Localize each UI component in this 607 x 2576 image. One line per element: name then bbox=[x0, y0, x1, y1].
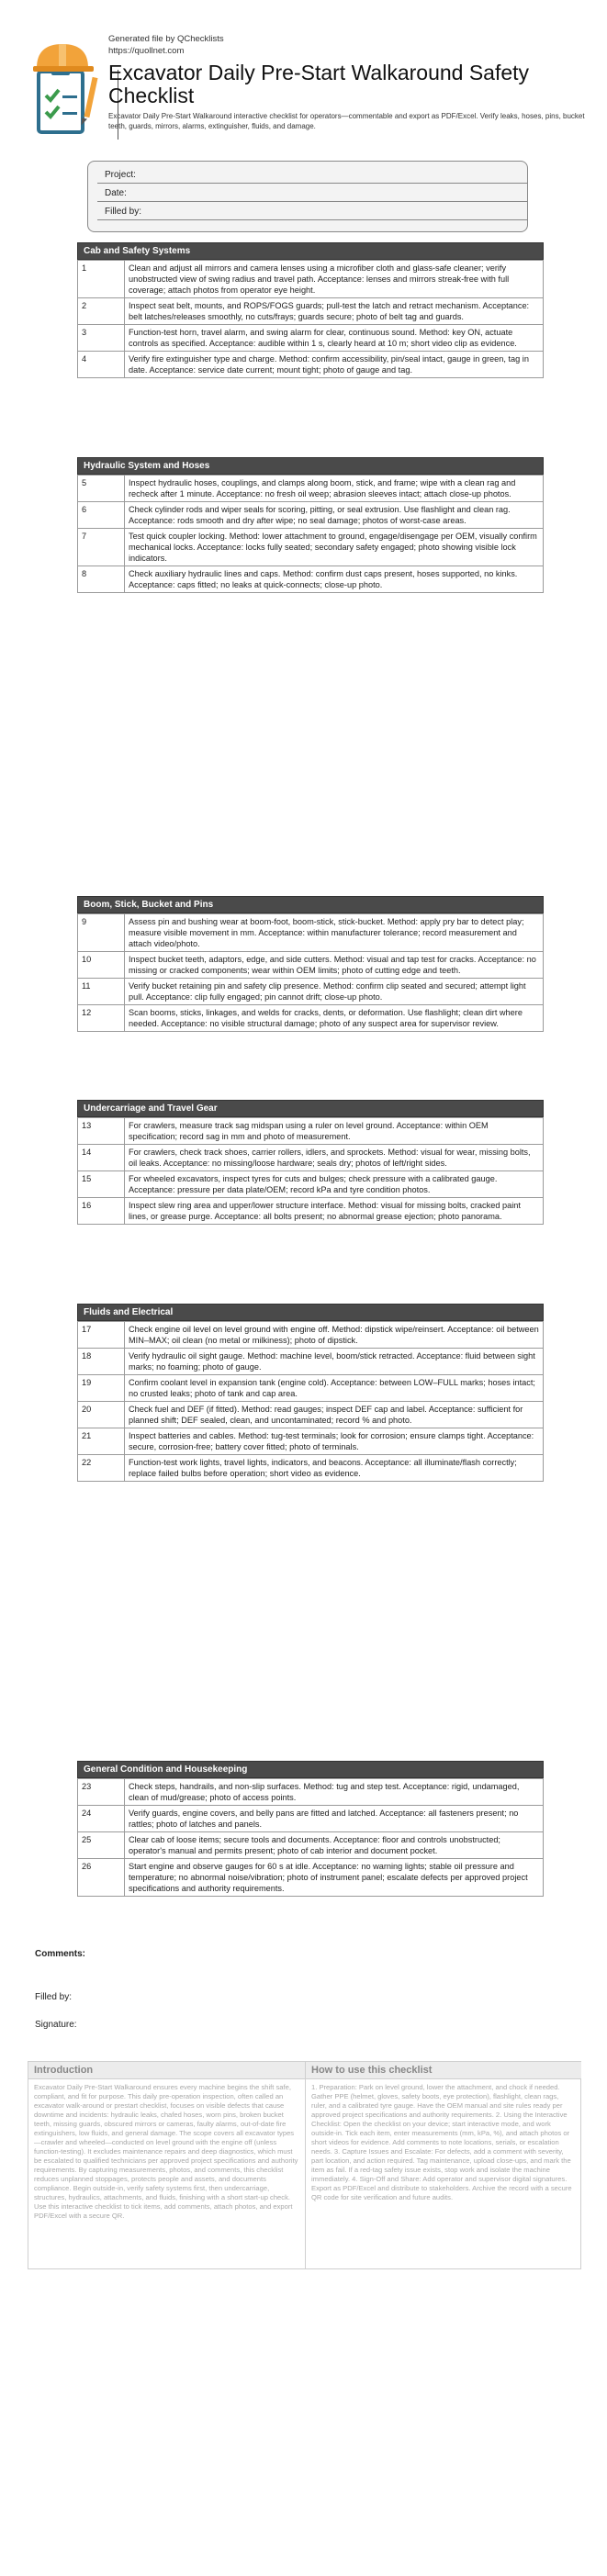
how-to-text: 1. Preparation: Park on level ground, lower the attachment, and chock if needed. Gather PPE (helmet, gloves, safety boots, eye protection), flashlight, clean rags, ruler, and a calibrated tyre gauge. Have the OEM manual and site rules ready per approved project specifications and authority requirements. 2. Using the Interactive Checklist: Open the checklist on your device; start interactive mode, and work outside-in. Tick each item, enter measurements (mm, kPa, %), and attach photos or short videos for evidence. Add comments to note locations, serials, or escalation needs. 3. Capture Issues and Escalate: For defects, add a comment with severity, part location, and action required. Tag maintenance, upload close-ups, and mark the item as fail. If a red-tag safety issue exists, stop work and isolate the machine immediately. 4. Sign-Off and Share: Add operator and supervisor digital signatures. Export as PDF/Excel and distribute to stakeholders. Archive the record with a secure QR code for site verification and future audits. bbox=[311, 2083, 572, 2201]
project-info-box bbox=[87, 161, 528, 232]
item-number: 14 bbox=[78, 1145, 125, 1171]
table-row[interactable] bbox=[78, 1322, 544, 1349]
item-number: 21 bbox=[78, 1428, 125, 1455]
introduction-title: Introduction bbox=[28, 2062, 305, 2079]
section-fluids-electrical bbox=[77, 1304, 544, 1482]
item-text: Verify fire extinguisher type and charge. Method: confirm accessibility, pin/seal intact, gauge in green, tag in date. Acceptance: service date current; mount tight; photo of gauge and tag. bbox=[125, 352, 544, 378]
item-text: Verify hydraulic oil sight gauge. Method: machine level, boom/stick retracted. Acceptance: fluid between sight marks; no foaming; photo of gauge. bbox=[125, 1349, 544, 1375]
item-number: 1 bbox=[78, 261, 125, 298]
item-number: 15 bbox=[78, 1171, 125, 1198]
item-number: 10 bbox=[78, 952, 125, 979]
item-text: Check engine oil level on level ground with engine off. Method: dipstick wipe/reinsert. Acceptance: oil between MIN–MAX; oil clean (no metal or milkiness); photo of dipstick. bbox=[125, 1322, 544, 1349]
item-number: 3 bbox=[78, 325, 125, 352]
hardhat-clipboard-logo bbox=[31, 40, 108, 141]
generated-by: Generated file by QChecklists bbox=[108, 34, 224, 44]
table-row[interactable] bbox=[78, 1145, 544, 1171]
table-row[interactable] bbox=[78, 1455, 544, 1482]
item-number: 25 bbox=[78, 1832, 125, 1859]
page-title: Excavator Daily Pre-Start Walkaround Safety Checklist bbox=[108, 61, 530, 107]
item-text: Start engine and observe gauges for 60 s at idle. Acceptance: no warning lights; stable oil pressure and temperature; no abnormal noise/vibration; photo of instrument panel; escalate defects per approved project specifications and authority requirements. bbox=[125, 1859, 544, 1897]
info-panels bbox=[28, 2061, 581, 2269]
item-number: 23 bbox=[78, 1779, 125, 1806]
header bbox=[26, 33, 586, 143]
item-number: 13 bbox=[78, 1118, 125, 1145]
item-text: For crawlers, check track shoes, carrier rollers, idlers, and sprockets. Method: visual for wear, missing bolts, oil leaks. Acceptance: no missing/loose hardware; seals dry; photos of left/right sides. bbox=[125, 1145, 544, 1171]
item-text: Check steps, handrails, and non-slip surfaces. Method: tug and step test. Acceptance: rigid, undamaged, clean of mud/grease; photo of access points. bbox=[125, 1779, 544, 1806]
section-title: Fluids and Electrical bbox=[77, 1304, 544, 1321]
table-row[interactable] bbox=[78, 1859, 544, 1897]
date-field[interactable]: Date: bbox=[97, 185, 527, 202]
table-row[interactable] bbox=[78, 1375, 544, 1402]
table-row[interactable] bbox=[78, 325, 544, 352]
table-row[interactable] bbox=[78, 1428, 544, 1455]
item-text: Assess pin and bushing wear at boom-foot, boom-stick, stick-bucket. Method: apply pry bar to detect play; measure visible movement in mm. Acceptance: within manufacturer tolerance; record measurement and attach video/photo. bbox=[125, 914, 544, 952]
item-text: Inspect seat belt, mounts, and ROPS/FOGS guards; pull-test the latch and retract mechanism. Acceptance: belt latches/releases smoothly, no cuts/frays; guards secure; photo of belt tag and guards. bbox=[125, 298, 544, 325]
checklist-table bbox=[77, 260, 544, 378]
item-text: Scan booms, sticks, linkages, and welds for cracks, dents, or deformation. Use flashlight; clean dirt where needed. Acceptance: no visible structural damage; photo of any suspect area for supervisor review. bbox=[125, 1005, 544, 1032]
table-row[interactable] bbox=[78, 529, 544, 566]
item-text: Confirm coolant level in expansion tank (engine cold). Acceptance: between LOW–FULL marks; hoses intact; no crusted leaks; photo of tank and cap area. bbox=[125, 1375, 544, 1402]
table-row[interactable] bbox=[78, 1171, 544, 1198]
item-number: 2 bbox=[78, 298, 125, 325]
item-text: Check fuel and DEF (if fitted). Method: read gauges; inspect DEF cap and label. Acceptance: sufficient for planned shift; DEF sealed, clean, and uncontaminated; record % and photo. bbox=[125, 1402, 544, 1428]
item-text: Test quick coupler locking. Method: lower attachment to ground, engage/disengage per OEM, visually confirm mechanical locks. Acceptance: locks fully seated; secondary safety engaged; photo showing visible lock indicators. bbox=[125, 529, 544, 566]
section-title: Undercarriage and Travel Gear bbox=[77, 1100, 544, 1117]
table-row[interactable] bbox=[78, 298, 544, 325]
item-text: Inspect slew ring area and upper/lower structure interface. Method: visual for missing bolts, cracked paint lines, or grease purge. Acceptance: all bolts present; no abnormal grease ejection; photo panorama. bbox=[125, 1198, 544, 1225]
header-text bbox=[108, 33, 586, 131]
table-row[interactable] bbox=[78, 1118, 544, 1145]
item-text: Check auxiliary hydraulic lines and caps. Method: confirm dust caps present, hoses supported, no kinks. Acceptance: caps fitted; no leaks at quick-connects; close-up photo. bbox=[125, 566, 544, 593]
item-text: Function-test work lights, travel lights, indicators, and beacons. Acceptance: all illuminate/flash correctly; replace failed bulbs before operation; short video as evidence. bbox=[125, 1455, 544, 1482]
item-number: 17 bbox=[78, 1322, 125, 1349]
item-number: 16 bbox=[78, 1198, 125, 1225]
table-row[interactable] bbox=[78, 1198, 544, 1225]
checklist-table bbox=[77, 475, 544, 593]
item-text: Clear cab of loose items; secure tools and documents. Acceptance: floor and controls unobstructed; operator's manual and permits present; photo of cab interior and document pocket. bbox=[125, 1832, 544, 1859]
item-number: 11 bbox=[78, 979, 125, 1005]
checklist-table bbox=[77, 913, 544, 1032]
item-text: Verify bucket retaining pin and safety clip presence. Method: confirm clip seated and secured; attempt light pull. Acceptance: clip fully engaged; pin cannot drift; close-up photo. bbox=[125, 979, 544, 1005]
table-row[interactable] bbox=[78, 1402, 544, 1428]
item-text: Inspect bucket teeth, adaptors, edge, and side cutters. Method: visual and tap test for cracks. Acceptance: no missing or cracked components; wear within OEM limits; photo of cutting edge and teeth. bbox=[125, 952, 544, 979]
section-title: Cab and Safety Systems bbox=[77, 242, 544, 260]
how-to-title: How to use this checklist bbox=[306, 2062, 581, 2079]
table-row[interactable] bbox=[78, 352, 544, 378]
project-field[interactable]: Project: bbox=[97, 167, 527, 184]
how-to-panel bbox=[305, 2062, 581, 2268]
source-url[interactable]: https://quollnet.com bbox=[108, 46, 185, 56]
item-number: 7 bbox=[78, 529, 125, 566]
section-undercarriage bbox=[77, 1100, 544, 1225]
footer-filled-by-label: Filled by: bbox=[35, 1992, 73, 2002]
item-text: Inspect hydraulic hoses, couplings, and clamps along boom, stick, and frame; wipe with a clean rag and recheck after 1 minute. Acceptance: no fresh oil weep; abrasion sleeves intact; attach close-up photos. bbox=[125, 476, 544, 502]
item-number: 20 bbox=[78, 1402, 125, 1428]
table-row[interactable] bbox=[78, 1349, 544, 1375]
item-number: 24 bbox=[78, 1806, 125, 1832]
section-cab-safety bbox=[77, 242, 544, 378]
table-row[interactable] bbox=[78, 914, 544, 952]
table-row[interactable] bbox=[78, 1806, 544, 1832]
table-row[interactable] bbox=[78, 1832, 544, 1859]
introduction-panel bbox=[28, 2062, 305, 2268]
item-number: 19 bbox=[78, 1375, 125, 1402]
item-number: 12 bbox=[78, 1005, 125, 1032]
item-number: 26 bbox=[78, 1859, 125, 1897]
item-text: Function-test horn, travel alarm, and swing alarm for clear, continuous sound. Method: key ON, actuate controls as specified. Acceptance: audible within 1 s, clearly heard at 10 m; short video clip as evidence. bbox=[125, 325, 544, 352]
checklist-table bbox=[77, 1778, 544, 1897]
table-row[interactable] bbox=[78, 979, 544, 1005]
signature-label: Signature: bbox=[35, 2020, 77, 2030]
checklist-table bbox=[77, 1321, 544, 1482]
item-text: Clean and adjust all mirrors and camera lenses using a microfiber cloth and glass-safe cleaner; verify unobstructed view of swing radius and travel path. Acceptance: lenses and mirrors streak-free with full coverage; attach photos from operator eye height. bbox=[125, 261, 544, 298]
item-number: 9 bbox=[78, 914, 125, 952]
section-title: Boom, Stick, Bucket and Pins bbox=[77, 896, 544, 913]
filled-by-field[interactable]: Filled by: bbox=[97, 204, 527, 220]
item-text: For crawlers, measure track sag midspan using a ruler on level ground. Acceptance: within OEM specification; record sag in mm and photo of measurement. bbox=[125, 1118, 544, 1145]
item-text: For wheeled excavators, inspect tyres for cuts and bulges; check pressure with a calibrated gauge. Acceptance: pressure per data plate/OEM; record kPa and tyre condition photos. bbox=[125, 1171, 544, 1198]
item-number: 4 bbox=[78, 352, 125, 378]
table-row[interactable] bbox=[78, 566, 544, 593]
section-title: Hydraulic System and Hoses bbox=[77, 457, 544, 475]
item-number: 6 bbox=[78, 502, 125, 529]
introduction-text: Excavator Daily Pre-Start Walkaround ensures every machine begins the shift safe, compliant, and fit for purpose. This daily pre-operation inspection, often called an excavator walk-around or prestart checklist, focuses on visible defects that cause downtime and incidents: hydraulic leaks, chafed hoses, worn pins, broken bucket teeth, missing guards, obscured mirrors or cameras, faulty alarms, out-of-date fire extinguishers, low fluids, and general damage. The scope covers all excavator types—crawler and wheeled—conducted on level ground with the engine off (unless function-testing). It excludes maintenance repairs and deep diagnostics, which must be escalated to qualified technicians per approved project specifications and authority requirements. By capturing measurements, photos, and comments, this checklist reduces unplanned stoppages, protects people and assets, and documents compliance. Begin outside-in, verify safety systems first, then undercarriage, structures, hydraulics, attachments, and fluids, finishing with a short start-up check. Use this interactive checklist to tick items, add comments, attach photos, and export PDF/Excel with a secure QR. bbox=[34, 2083, 298, 2220]
table-row[interactable] bbox=[78, 952, 544, 979]
item-number: 18 bbox=[78, 1349, 125, 1375]
section-general-housekeeping bbox=[77, 1761, 544, 1897]
item-number: 22 bbox=[78, 1455, 125, 1482]
section-title: General Condition and Housekeeping bbox=[77, 1761, 544, 1778]
table-row[interactable] bbox=[78, 502, 544, 529]
item-text: Verify guards, engine covers, and belly pans are fitted and latched. Acceptance: all fasteners present; no rattles; photo of latches and panels. bbox=[125, 1806, 544, 1832]
section-hydraulics bbox=[77, 457, 544, 593]
item-number: 5 bbox=[78, 476, 125, 502]
checklist-table bbox=[77, 1117, 544, 1225]
table-row[interactable] bbox=[78, 261, 544, 298]
table-row[interactable] bbox=[78, 1779, 544, 1806]
item-number: 8 bbox=[78, 566, 125, 593]
table-row[interactable] bbox=[78, 1005, 544, 1032]
item-text: Check cylinder rods and wiper seals for scoring, pitting, or seal extrusion. Use flashlight and clean rag. Acceptance: rods smooth and dry after wipe; no seal damage; photos of worst-case areas. bbox=[125, 502, 544, 529]
item-text: Inspect batteries and cables. Method: tug-test terminals; look for corrosion; ensure clamps tight. Acceptance: secure, corrosion-free; battery cover fitted; photo of terminals. bbox=[125, 1428, 544, 1455]
page-description: Excavator Daily Pre-Start Walkaround interactive checklist for operators—commentable and export as PDF/Excel. Verify leaks, hoses, pins, bucket teeth, guards, mirrors, alarms, extinguisher, fluids, and damage. bbox=[108, 112, 585, 130]
table-row[interactable] bbox=[78, 476, 544, 502]
comments-label: Comments: bbox=[35, 1949, 86, 1959]
section-boom-bucket bbox=[77, 896, 544, 1032]
